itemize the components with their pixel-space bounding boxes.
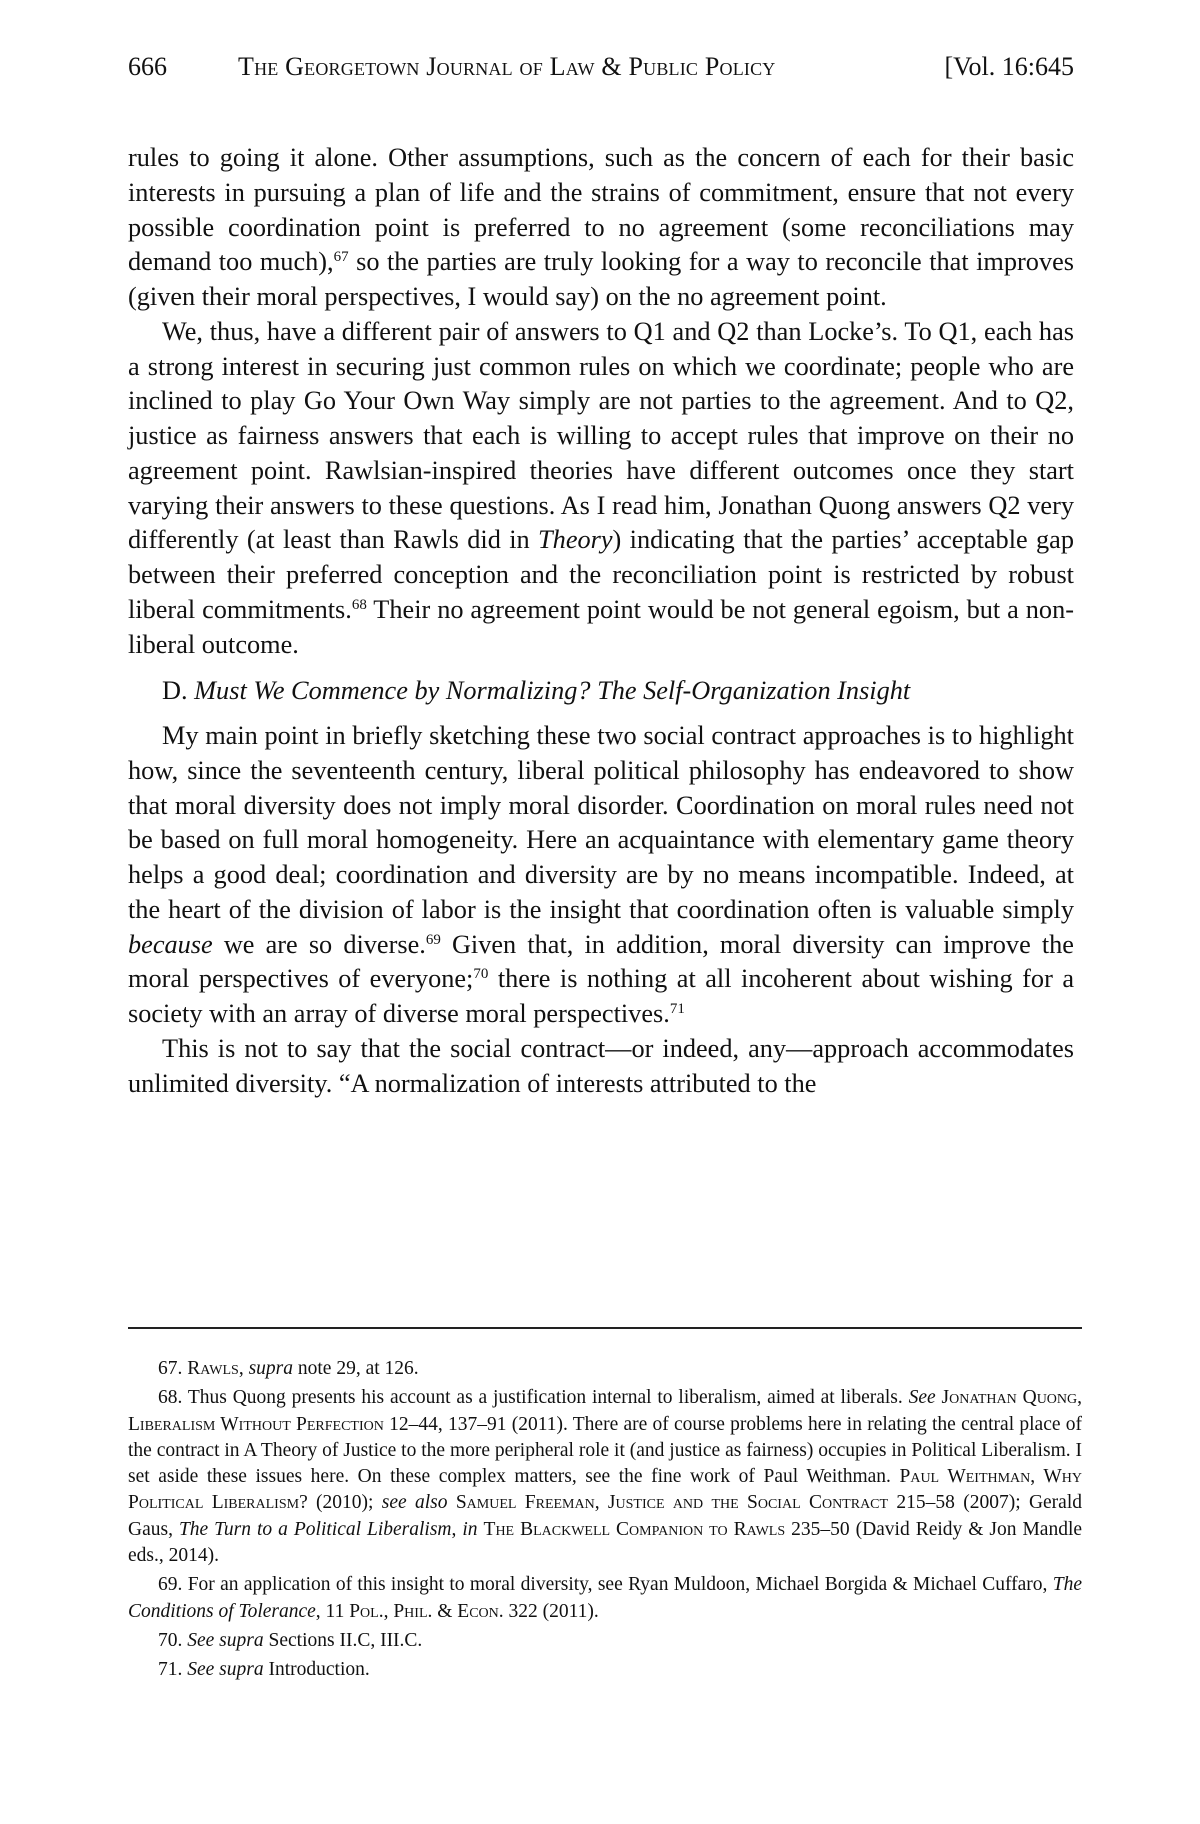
- paragraph-1: rules to going it alone. Other assumptions, such as the concern of each for their basic interests in pursuing a plan of life and the strains of commitment, ensure that not every possible coordination point is preferred to no agreement (some reconciliations may demand too much),$^{67}$ so the parties are truly looking for a way to reconcile that improves (given their moral perspectives, I would say) on the no agreement point.: [128, 143, 1074, 311]
- journal-title: The Georgetown Journal of Law & Public Policy: [238, 52, 776, 81]
- main-text: [128, 141, 1074, 1101]
- section-letter: D.: [162, 676, 188, 706]
- footnote-70: 70. See supra Sections II.C, III.C.: [158, 1629, 423, 1651]
- footnote-69: 69. For an application of this insight to moral diversity, see Ryan Muldoon, Michael Borgida & Michael Cuffaro, The Conditions of Tolerance, 11 Pol., Phil. & Econ. 322 (2011).: [128, 1574, 1082, 1622]
- footnote-71: 71. See supra Introduction.: [158, 1659, 370, 1681]
- footnote-68: 68. Thus Quong presents his account as a justification internal to liberalism, aimed at liberals. See Jonathan Quong, Liberalism Without Perfection 12–44, 137–91 (2011). There are of course problems here in relating the central place of the contract in A Theory of Justice to the more peripheral role it (and justice as fairness) occupies in Political Liberalism. I set aside these issues here. On these complex matters, see the fine work of Paul Weithman. Paul Weithman, Why Political Liberalism? (2010); see also Samuel Freeman, Justice and the Social Contract 215–58 (2007); Gerald Gaus, The Turn to a Political Liberalism, in The Blackwell Companion to Rawls 235–50 (David Reidy & Jon Mandle eds., 2014).: [128, 1387, 1083, 1567]
- paragraph-2: We, thus, have a different pair of answers to Q1 and Q2 than Locke’s. To Q1, each has a strong interest in securing just common rules on which we coordinate; people who are inclined to play Go Your Own Way simply are not parties to the agreement. And to Q2, justice as fairness answers that each is willing to accept rules that improve on their no agreement point. Rawlsian-inspired theories have different outcomes once they start varying their answers to these questions. As I read him, Jonathan Quong answers Q2 very differently (at least than Rawls did in Theory) indicating that the parties’ acceptable gap between their preferred conception and the reconciliation point is restricted by robust liberal commitments.$^{68}$ Their no agreement point would be not general egoism, but a non-liberal outcome.: [128, 316, 1075, 659]
- page-number: 666: [128, 52, 167, 81]
- footnote-ref-71[interactable]: 71: [669, 1001, 685, 1017]
- footnote-ref-70[interactable]: 70: [473, 966, 489, 983]
- footnote-67: 67. Rawls, supra note 29, at 126.: [158, 1358, 419, 1379]
- footnote-divider: [128, 1327, 1082, 1329]
- volume-citation: [Vol. 16:645: [944, 52, 1074, 81]
- footnote-ref-69[interactable]: 69: [425, 931, 441, 948]
- section-heading: [128, 674, 1074, 709]
- paragraph-4: This is not to say that the social contract—or indeed, any—approach accommodates unlimited diversity. “A normalization of interests attributed to the: [128, 1033, 1074, 1098]
- footnote-ref-67[interactable]: 67: [333, 249, 349, 266]
- section-title: Must We Commence by Normalizing? The Self-Organization Insight: [194, 676, 911, 706]
- footnotes: [128, 1356, 1082, 1687]
- footnote-ref-68[interactable]: 68: [351, 596, 367, 613]
- running-header: [128, 52, 1074, 92]
- paragraph-3: My main point in briefly sketching these two social contract approaches is to highlight how, since the seventeenth century, liberal political philosophy has endeavored to show that moral diversity does not imply moral disorder. Coordination on moral rules need not be based on full moral homogeneity. Here an acquaintance with elementary game theory helps a good deal; coordination and diversity are by no means incompatible. Indeed, at the heart of the division of labor is the insight that coordination often is valuable simply because we are so diverse.$^{69}$ Given that, in addition, moral diversity can improve the moral perspectives of everyone;$^{70}$ there is nothing at all incoherent about wishing for a society with an array of diverse moral perspectives.$^{71}$: [128, 721, 1074, 1028]
